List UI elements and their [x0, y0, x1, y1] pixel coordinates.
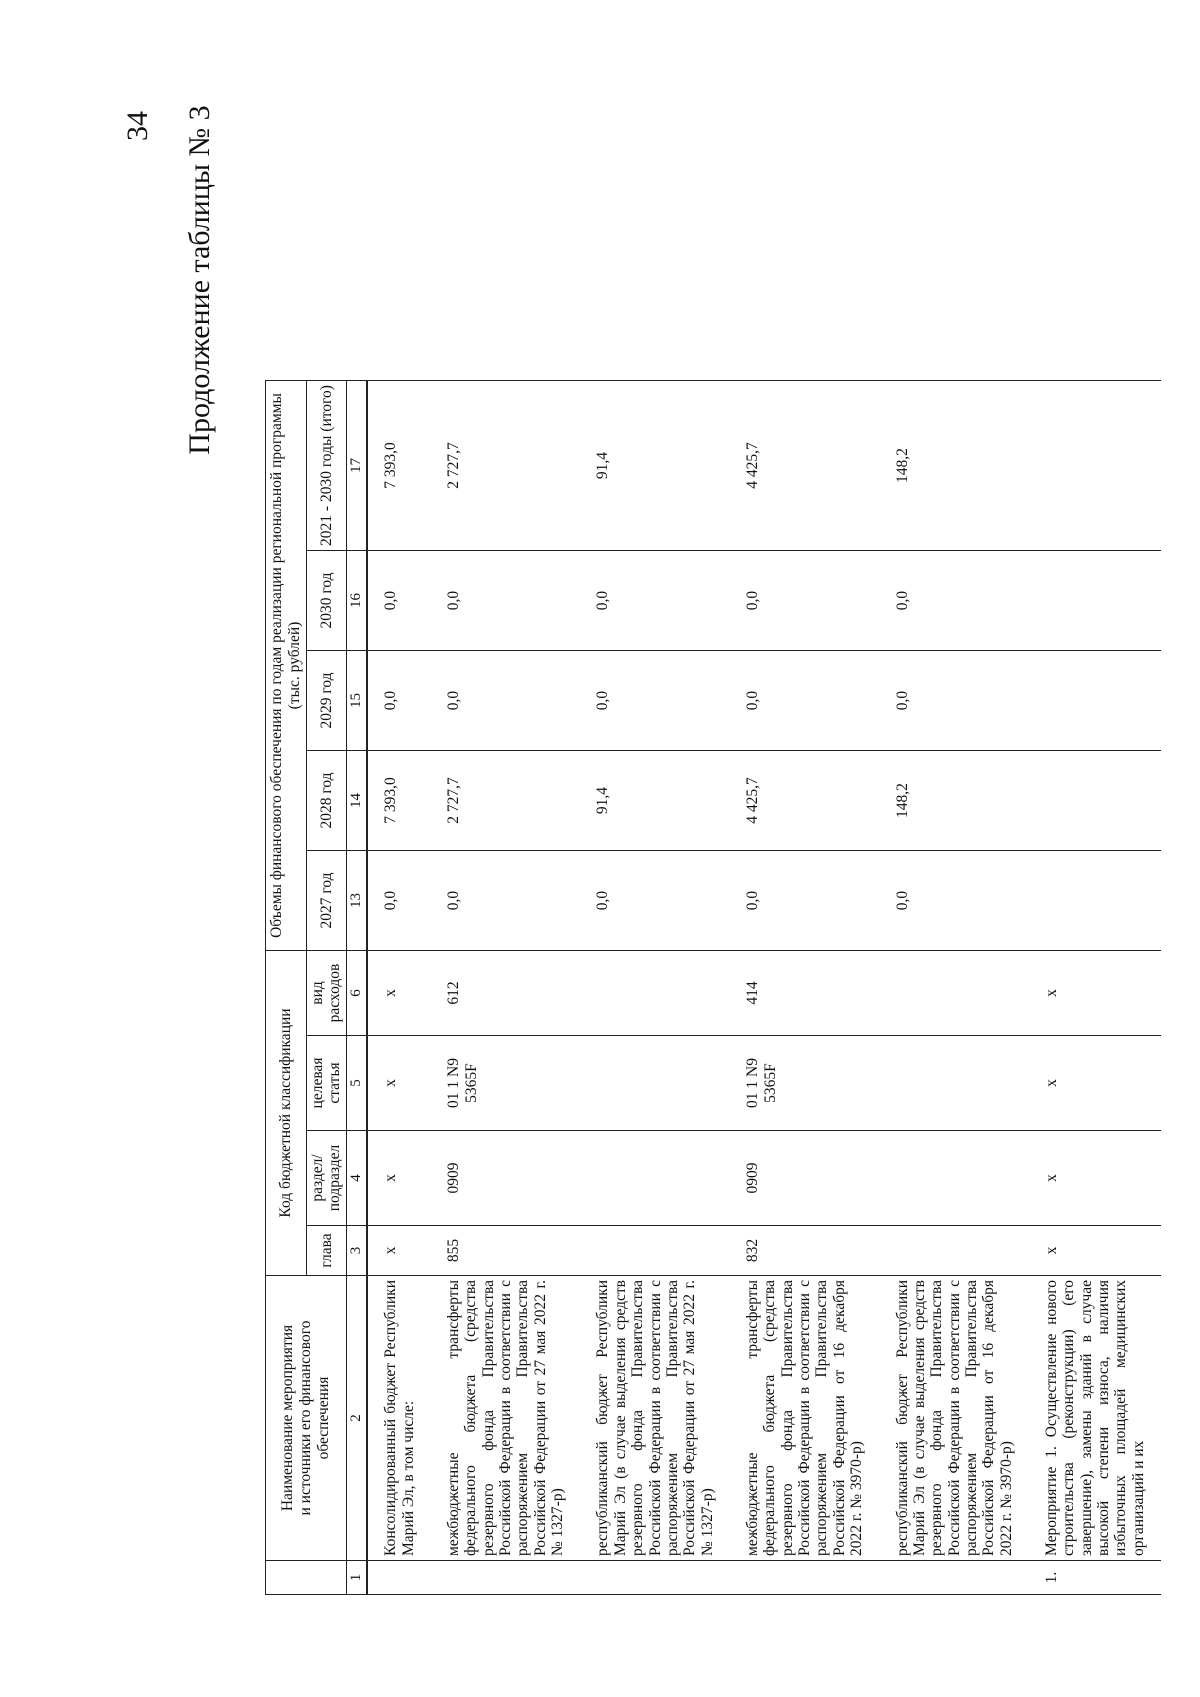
- cell-statya: 01 1 N9 5365F: [431, 1036, 581, 1131]
- row-number: [880, 1561, 1030, 1595]
- cell-2028: 4 425,7: [730, 751, 880, 851]
- row-name: республиканский бюджет Республики Марий Эл (в случае выделения средств резервного фонда Правительства Российской Федерации в соответствии с распоряжением Правительства Российской Федерации от 27 мая 2022 г. № 1327-р): [580, 1276, 730, 1561]
- cell-2028: 148,2: [880, 751, 1030, 851]
- cell-total: 2 727,7: [431, 381, 581, 551]
- cell-2029: 0,0: [367, 651, 431, 751]
- cell-razdel: [580, 1131, 730, 1226]
- cell-2027: 0,0: [431, 851, 581, 951]
- cell-vid: [880, 951, 1030, 1036]
- cell-2027: 0,0: [367, 851, 431, 951]
- cell-razdel: x: [367, 1131, 431, 1226]
- cell-statya: x: [1029, 1036, 1161, 1131]
- cell-razdel: [880, 1131, 1030, 1226]
- row-number: [431, 1561, 581, 1595]
- cell-glava: 855: [431, 1226, 581, 1276]
- table-row: [367, 381, 431, 1595]
- cell-glava: [880, 1226, 1030, 1276]
- cell-2027: 0,0: [730, 851, 880, 951]
- cell-statya: [580, 1036, 730, 1131]
- col-number-label: 2: [347, 1276, 368, 1561]
- cell-total: 4 425,7: [730, 381, 880, 551]
- cell-vid: x: [1029, 951, 1161, 1036]
- row-number: [367, 1561, 431, 1595]
- cell-vid: 414: [730, 951, 880, 1036]
- header-glava: глава: [306, 1226, 347, 1276]
- header-volumes-group: Объемы финансового обеспечения по годам реализации региональной программы (тыс. рублей): [266, 381, 307, 951]
- cell-2030: 0,0: [730, 551, 880, 651]
- cell-2028: 2 727,7: [431, 751, 581, 851]
- col-number-label: 5: [347, 1036, 368, 1131]
- cell-2030: 0,0: [880, 551, 1030, 651]
- cell-2030: 0,0: [580, 551, 730, 651]
- row-name: Мероприятие 1. Осуществление нового строительства (реконструкции) (его завершение), замены зданий в случае высокой степени износа, наличия избыточных площадей медицинских организаций и их: [1029, 1276, 1161, 1561]
- cell-2028: [1029, 751, 1161, 851]
- row-name: Консолидированный бюджет Республики Марий Эл, в том числе:: [367, 1276, 431, 1561]
- table-row: [1029, 381, 1161, 1595]
- header-razdel: раздел/ подраздел: [306, 1131, 347, 1226]
- table-continuation-heading: Продолжение таблицы № 3: [183, 105, 216, 455]
- cell-2027: [1029, 851, 1161, 951]
- col-number-label: 16: [347, 551, 368, 651]
- col-number-label: 3: [347, 1226, 368, 1276]
- row-name: межбюджетные трансферты федерального бюджета (средства резервного фонда Правительства Российской Федерации в соответствии с распоряжением Правительства Российской Федерации от 16 декабря 2022 г. № 3970-р): [730, 1276, 880, 1561]
- header-number: [266, 1561, 347, 1595]
- header-budget-code-group: Код бюджетной классификации: [266, 951, 307, 1276]
- table-row: [730, 381, 880, 1595]
- rotated-table-container: [265, 95, 1147, 1595]
- cell-vid: [580, 951, 730, 1036]
- header-name: Наименование мероприятия и источники его финансового обеспечения: [266, 1276, 347, 1561]
- row-number: [580, 1561, 730, 1595]
- cell-2028: 91,4: [580, 751, 730, 851]
- cell-glava: 832: [730, 1226, 880, 1276]
- cell-total: [1029, 381, 1161, 551]
- col-number-label: 15: [347, 651, 368, 751]
- cell-statya: [880, 1036, 1030, 1131]
- row-number: 1.: [1029, 1561, 1161, 1595]
- header-2029: 2029 год: [306, 651, 347, 751]
- row-number: [730, 1561, 880, 1595]
- cell-vid: x: [367, 951, 431, 1036]
- col-number-label: 4: [347, 1131, 368, 1226]
- table-row: [431, 381, 581, 1595]
- cell-2029: 0,0: [431, 651, 581, 751]
- col-number-label: 13: [347, 851, 368, 951]
- cell-glava: x: [367, 1226, 431, 1276]
- cell-razdel: x: [1029, 1131, 1161, 1226]
- cell-2027: 0,0: [580, 851, 730, 951]
- col-number-label: 17: [347, 381, 368, 551]
- header-2028: 2028 год: [306, 751, 347, 851]
- cell-razdel: 0909: [431, 1131, 581, 1226]
- header-2027: 2027 год: [306, 851, 347, 951]
- cell-2029: [1029, 651, 1161, 751]
- row-name: межбюджетные трансферты федерального бюджета (средства резервного фонда Правительства Российской Федерации в соответствии с распоряжением Правительства Российской Федерации от 27 мая 2022 г. № 1327-р): [431, 1276, 581, 1561]
- cell-glava: x: [1029, 1226, 1161, 1276]
- cell-2030: 0,0: [431, 551, 581, 651]
- header-vid: вид расходов: [306, 951, 347, 1036]
- cell-2030: [1029, 551, 1161, 651]
- cell-total: 148,2: [880, 381, 1030, 551]
- cell-glava: [580, 1226, 730, 1276]
- cell-2027: 0,0: [880, 851, 1030, 951]
- cell-2030: 0,0: [367, 551, 431, 651]
- header-total: 2021 - 2030 годы (итого): [306, 381, 347, 551]
- cell-statya: 01 1 N9 5365F: [730, 1036, 880, 1131]
- cell-2029: 0,0: [730, 651, 880, 751]
- cell-total: 91,4: [580, 381, 730, 551]
- row-name: республиканский бюджет Республики Марий Эл (в случае выделения средств резервного фонда Правительства Российской Федерации в соответствии с распоряжением Правительства Российской Федерации от 16 декабря 2022 г. № 3970-р): [880, 1276, 1030, 1561]
- col-number-label: 14: [347, 751, 368, 851]
- cell-razdel: 0909: [730, 1131, 880, 1226]
- table-row: [880, 381, 1030, 1595]
- page-number: 34: [121, 111, 154, 141]
- col-number-label: 6: [347, 951, 368, 1036]
- cell-2028: 7 393,0: [367, 751, 431, 851]
- cell-2029: 0,0: [880, 651, 1030, 751]
- col-number-label: 1: [347, 1561, 368, 1595]
- cell-2029: 0,0: [580, 651, 730, 751]
- header-statya: целевая статья: [306, 1036, 347, 1131]
- cell-statya: x: [367, 1036, 431, 1131]
- header-2030: 2030 год: [306, 551, 347, 651]
- cell-vid: 612: [431, 951, 581, 1036]
- cell-total: 7 393,0: [367, 381, 431, 551]
- table-row: [580, 381, 730, 1595]
- financing-table: [265, 380, 1161, 1595]
